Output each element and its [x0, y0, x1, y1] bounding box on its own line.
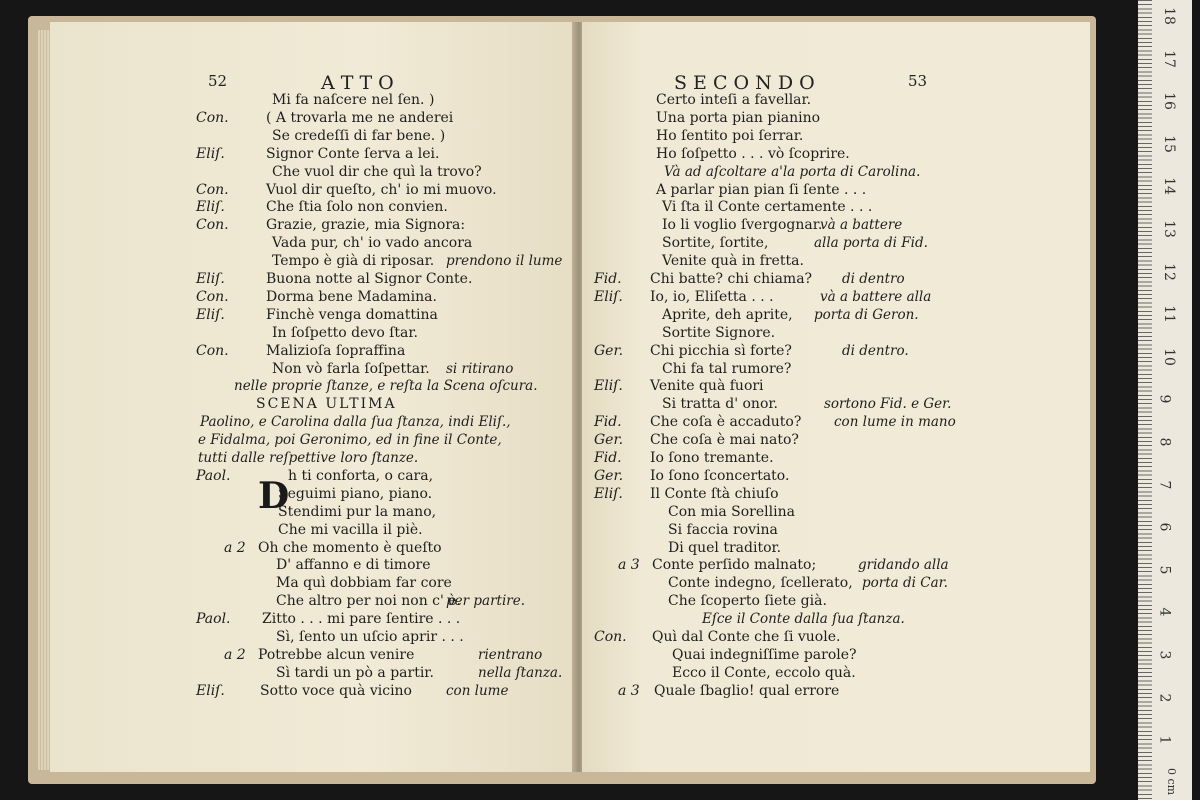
speaker-label: Con. — [196, 288, 229, 305]
text-line — [582, 396, 1090, 414]
ruler-number: 18 — [1160, 7, 1177, 25]
text-line — [582, 378, 1090, 396]
verse-text: D' affanno e di timore — [276, 557, 431, 574]
verse-text: Ma quì dobbiam far core — [276, 575, 452, 592]
speaker-label: Fid. — [594, 414, 622, 431]
ruler-number: 5 — [1156, 565, 1173, 575]
verse-text: Che mi vacilla il piè. — [278, 521, 423, 538]
verse-text: Seguimi piano, piano. — [278, 485, 433, 502]
verse-text: Ecco il Conte, eccolo quà. — [672, 664, 856, 681]
text-line — [582, 253, 1090, 271]
text-line — [582, 343, 1090, 361]
verse-text: Potrebbe alcun venire — [258, 646, 415, 663]
text-line — [50, 217, 578, 235]
speaker-label: Con. — [196, 181, 229, 198]
stage-direction: porta di Geron. — [814, 306, 919, 323]
text-line — [582, 199, 1090, 217]
text-line — [50, 199, 578, 217]
stage-direction: và a battere — [820, 217, 903, 234]
ruler-number: 3 — [1156, 650, 1173, 660]
verse-text: Io, io, Eliſetta . . . — [650, 288, 774, 305]
ruler-unit: 0 cm — [1165, 767, 1179, 796]
verse-text: Con mia Sorellina — [668, 503, 795, 520]
ruler-number: 13 — [1160, 220, 1177, 238]
verse-text: Stendimi pur la mano, — [278, 503, 437, 520]
speaker-label: Paol. — [196, 611, 231, 628]
speaker-label: Eliſ. — [594, 485, 623, 502]
verse-text: In ſoſpetto devo ſtar. — [272, 324, 418, 341]
speaker-label: Ger. — [594, 467, 624, 484]
speaker-label: Fid. — [594, 271, 622, 287]
ruler-ticks — [1138, 0, 1152, 800]
stage-direction: nelle proprie ſtanze, e reſta la Scena oſcura. — [234, 378, 538, 395]
verse-text: Quale ſbaglio! qual errore — [654, 682, 840, 699]
left-running-header: A T T O — [321, 72, 394, 94]
text-line — [50, 361, 578, 379]
verse-text: Finchè venga domattina — [266, 306, 438, 323]
text-line — [50, 128, 578, 146]
speaker-label: Con. — [196, 217, 229, 234]
verse-text: Mi fa naſcere nel ſen. ) — [272, 92, 435, 108]
text-line — [582, 575, 1090, 593]
text-line — [50, 575, 578, 593]
speaker-label: Eliſ. — [594, 288, 623, 305]
stage-direction: prendono il lume — [446, 253, 563, 270]
text-line — [50, 683, 578, 701]
speaker-label: Eliſ. — [196, 682, 225, 699]
text-line — [50, 396, 578, 414]
verse-text: Sortite, ſortite, — [662, 235, 769, 252]
verse-text: Vi ſta il Conte certamente . . . — [662, 199, 873, 216]
ruler-number: 12 — [1160, 262, 1177, 281]
text-line — [50, 629, 578, 647]
stage-direction: con lume — [446, 682, 509, 699]
stage-direction: si ritirano — [446, 360, 514, 377]
speaker-label: a 3 — [618, 557, 640, 574]
text-line — [582, 665, 1090, 683]
speaker-label: Ger. — [594, 432, 624, 449]
speaker-label: Eliſ. — [196, 271, 225, 287]
verse-text: Conte indegno, ſcellerato, — [668, 575, 853, 592]
text-line — [582, 486, 1090, 504]
text-line — [50, 450, 578, 468]
verse-text: Ho ſentito poi ſerrar. — [656, 127, 804, 144]
text-line — [50, 307, 578, 325]
speaker-label: Con. — [196, 109, 229, 126]
text-line — [582, 647, 1090, 665]
text-line — [582, 92, 1090, 110]
verse-text: Chi picchia sì forte? — [650, 342, 792, 359]
speaker-label: Paol. — [196, 467, 231, 484]
verse-text: Sì, ſento un uſcio aprir . . . — [276, 629, 464, 645]
left-page-number: 52 — [208, 72, 228, 90]
verse-text: Io ſono ſconcertato. — [650, 467, 790, 484]
right-page — [582, 22, 1090, 772]
speaker-label: Ger. — [594, 342, 624, 359]
verse-text: Signor Conte ſerva a lei. — [266, 145, 440, 162]
text-line — [50, 665, 578, 683]
verse-text: Di quel traditor. — [668, 539, 782, 556]
text-line — [582, 504, 1090, 522]
speaker-label: Con. — [196, 342, 229, 359]
speaker-label: Eliſ. — [196, 145, 225, 162]
text-line — [582, 557, 1090, 575]
speaker-label: a 3 — [618, 682, 640, 699]
text-line — [582, 182, 1090, 200]
text-line — [582, 468, 1090, 486]
text-line — [582, 540, 1090, 558]
verse-text: A parlar pian pian ſi ſente . . . — [656, 181, 867, 198]
verse-text: Sotto voce quà vicino — [260, 682, 412, 699]
text-line — [50, 611, 578, 629]
text-line — [50, 253, 578, 271]
text-line — [582, 522, 1090, 540]
text-line — [50, 235, 578, 253]
speaker-label: Fid. — [594, 450, 622, 466]
verse-text: Non vò farla ſoſpettar. — [272, 360, 430, 377]
text-line — [50, 92, 578, 110]
stage-direction: rientrano — [478, 646, 543, 663]
verse-text: Grazie, grazie, mia Signora: — [266, 217, 466, 234]
verse-text: Vuol dir queſto, ch' io mi muovo. — [266, 181, 497, 198]
verse-text: Che vuol dir che quì la trovo? — [272, 163, 482, 180]
speaker-label: Eliſ. — [196, 306, 225, 323]
verse-text: Sortite Signore. — [662, 324, 776, 341]
verse-text: Che ſcoperto ſiete già. — [668, 593, 827, 610]
text-line — [582, 128, 1090, 146]
speaker-label: a 2 — [224, 539, 246, 556]
verse-text: Venite quà in fretta. — [662, 253, 804, 270]
verse-text: Che coſa è mai nato? — [650, 432, 799, 449]
ruler-number: 15 — [1160, 134, 1177, 153]
text-line — [50, 271, 578, 289]
text-line — [50, 647, 578, 665]
text-line — [582, 325, 1090, 343]
ruler-number: 11 — [1160, 305, 1177, 324]
verse-text: Oh che momento è queſto — [258, 539, 442, 556]
ruler-number: 2 — [1156, 693, 1173, 703]
verse-text: Malizioſa ſopraffina — [266, 342, 406, 359]
ruler-number: 1 — [1156, 735, 1173, 745]
stage-direction: tutti dalle reſpettive loro ſtanze. — [198, 450, 419, 466]
verse-text: Chi fa tal rumore? — [662, 360, 792, 377]
ruler-number: 7 — [1156, 480, 1173, 490]
text-line — [50, 593, 578, 611]
text-line — [50, 182, 578, 200]
right-running-header: S E C O N D O — [674, 72, 815, 94]
speaker-label: Eliſ. — [196, 199, 225, 216]
stage-direction: e Fidalma, poi Geronimo, ed in fine il Conte, — [198, 432, 502, 449]
verse-text: Il Conte ſtà chiuſo — [650, 485, 779, 502]
text-line — [50, 289, 578, 307]
verse-text: Io ſono tremante. — [650, 450, 774, 466]
ruler-number: 14 — [1160, 177, 1177, 196]
text-line — [582, 164, 1090, 182]
text-line — [50, 557, 578, 575]
verse-text: Che altro per noi non c' è. — [276, 593, 462, 610]
text-line — [50, 110, 578, 128]
verse-text: Se credeſſi di far bene. ) — [272, 127, 446, 144]
text-line — [50, 378, 578, 396]
text-line — [582, 593, 1090, 611]
verse-text: Venite quà fuori — [650, 378, 764, 395]
verse-text: Vada pur, ch' io vado ancora — [272, 235, 473, 252]
text-line — [582, 414, 1090, 432]
text-line — [50, 432, 578, 450]
ruler-number: 9 — [1156, 394, 1173, 404]
text-line — [582, 307, 1090, 325]
right-page-number: 53 — [908, 72, 928, 90]
verse-text: Tempo è già di riposar. — [272, 253, 435, 270]
stage-direction: sortono Fid. e Ger. — [824, 396, 952, 413]
ruler-number: 17 — [1160, 49, 1177, 68]
text-line — [582, 289, 1090, 307]
verse-text: h ti conforta, o cara, — [288, 467, 434, 484]
text-line — [50, 343, 578, 361]
ruler-number: 10 — [1160, 347, 1177, 366]
text-line — [50, 468, 578, 486]
measuring-ruler — [1138, 0, 1192, 800]
verse-text: Quai indegniſſime parole? — [672, 646, 857, 663]
text-line — [50, 540, 578, 558]
text-line — [582, 432, 1090, 450]
stage-direction: gridando alla — [858, 557, 949, 574]
stage-direction: Eſce il Conte dalla ſua ſtanza. — [702, 611, 905, 628]
verse-text: Che ſtia ſolo non convien. — [266, 199, 448, 216]
verse-text: Buona notte al Signor Conte. — [266, 271, 473, 287]
stage-direction: nella ſtanza. — [478, 664, 563, 681]
text-line — [582, 217, 1090, 235]
left-page — [50, 22, 578, 772]
verse-text: SCENA ULTIMA — [256, 396, 397, 413]
text-line — [50, 146, 578, 164]
verse-text: Dorma bene Madamina. — [266, 288, 437, 305]
stage-direction: Và ad aſcoltare a'la porta di Carolina. — [664, 163, 921, 180]
stage-direction: Paolino, e Carolina dalla ſua ſtanza, indi Eliſ., — [200, 414, 511, 431]
verse-text: Certo inteſi a favellar. — [656, 92, 812, 108]
text-line — [50, 504, 578, 522]
stage-direction: porta di Car. — [862, 575, 948, 592]
text-line — [582, 611, 1090, 629]
stage-direction: và a battere alla — [820, 288, 932, 305]
text-line — [582, 146, 1090, 164]
verse-text: Ho ſoſpetto . . . vò ſcoprire. — [656, 145, 850, 162]
drop-capital: D — [258, 475, 290, 517]
verse-text: Quì dal Conte che ſi vuole. — [652, 629, 841, 645]
text-line — [582, 450, 1090, 468]
text-line — [50, 414, 578, 432]
verse-text: Si tratta d' onor. — [662, 396, 778, 413]
verse-text: Zitto . . . mi pare ſentire . . . — [262, 611, 461, 628]
stage-direction: alla porta di Fid. — [814, 235, 928, 252]
text-line — [582, 110, 1090, 128]
text-line — [582, 683, 1090, 701]
stage-direction: con lume in mano — [834, 414, 956, 431]
text-line — [582, 629, 1090, 647]
verse-text: Sì tardi un pò a partir. — [276, 664, 434, 681]
text-line — [582, 235, 1090, 253]
verse-text: Si faccia rovina — [668, 521, 778, 538]
ruler-number: 6 — [1156, 522, 1173, 532]
text-line — [582, 271, 1090, 289]
verse-text: Chi batte? chi chiama? — [650, 271, 813, 287]
text-line — [50, 325, 578, 343]
text-line — [50, 486, 578, 504]
text-line — [582, 361, 1090, 379]
stage-direction: di dentro. — [842, 342, 909, 359]
ruler-number: 8 — [1156, 437, 1173, 447]
verse-text: Io li voglio ſvergognar. — [662, 217, 823, 234]
ruler-number: 16 — [1160, 92, 1177, 111]
speaker-label: a 2 — [224, 646, 246, 663]
speaker-label: Con. — [594, 629, 627, 645]
stage-direction: di dentro — [842, 271, 905, 287]
ruler-number: 4 — [1156, 607, 1173, 617]
text-line — [50, 522, 578, 540]
verse-text: Aprite, deh aprite, — [662, 306, 793, 323]
verse-text: ( A trovarla me ne anderei — [266, 109, 454, 126]
verse-text: Conte perſido malnato; — [652, 557, 817, 574]
verse-text: Che coſa è accaduto? — [650, 414, 802, 431]
stage-direction: per partire. — [446, 593, 525, 610]
speaker-label: Eliſ. — [594, 378, 623, 395]
verse-text: Una porta pian pianino — [656, 109, 821, 126]
text-line — [50, 164, 578, 182]
